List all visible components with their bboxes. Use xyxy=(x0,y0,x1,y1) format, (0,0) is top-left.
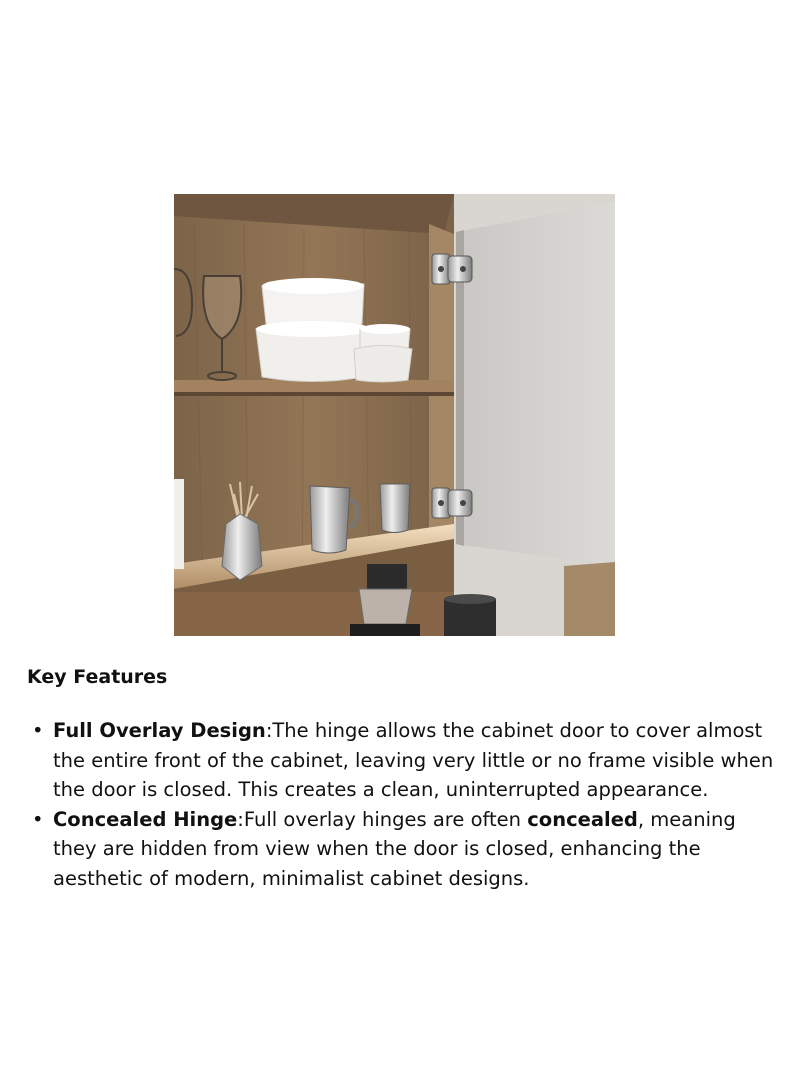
upper-hinge xyxy=(432,254,472,284)
cabinet-illustration xyxy=(174,194,615,636)
feature-emphasis: concealed xyxy=(527,807,638,831)
feature-description-end: , meaning they are hidden from view when the door is closed, enhancing the aesthetic of modern, minimalist cabinet designs. xyxy=(53,807,736,890)
feature-concealed-hinge xyxy=(28,805,776,894)
key-features-list xyxy=(28,716,776,893)
feature-description: Full overlay hinges are often xyxy=(243,807,528,831)
cabinet-hinge-photo xyxy=(174,194,615,636)
feature-title: Concealed Hinge xyxy=(53,807,238,831)
bullet-marker: • xyxy=(32,719,44,742)
feature-separator: : xyxy=(265,719,273,742)
key-features-heading: Key Features xyxy=(27,666,168,688)
dark-cup xyxy=(444,594,496,636)
bullet-marker: • xyxy=(32,807,44,831)
cabinet-door xyxy=(456,202,615,566)
feature-title: Full Overlay Design xyxy=(53,719,266,742)
side-bowls xyxy=(174,479,184,569)
feature-full-overlay xyxy=(28,716,776,805)
lower-hinge xyxy=(432,488,472,518)
feature-description: The hinge allows the cabinet door to cover almost the entire front of the cabinet, leaving very little or no frame visible when the door is closed. This creates a clean, uninterrupted appearance. xyxy=(53,719,774,801)
feature-separator: : xyxy=(237,807,244,831)
